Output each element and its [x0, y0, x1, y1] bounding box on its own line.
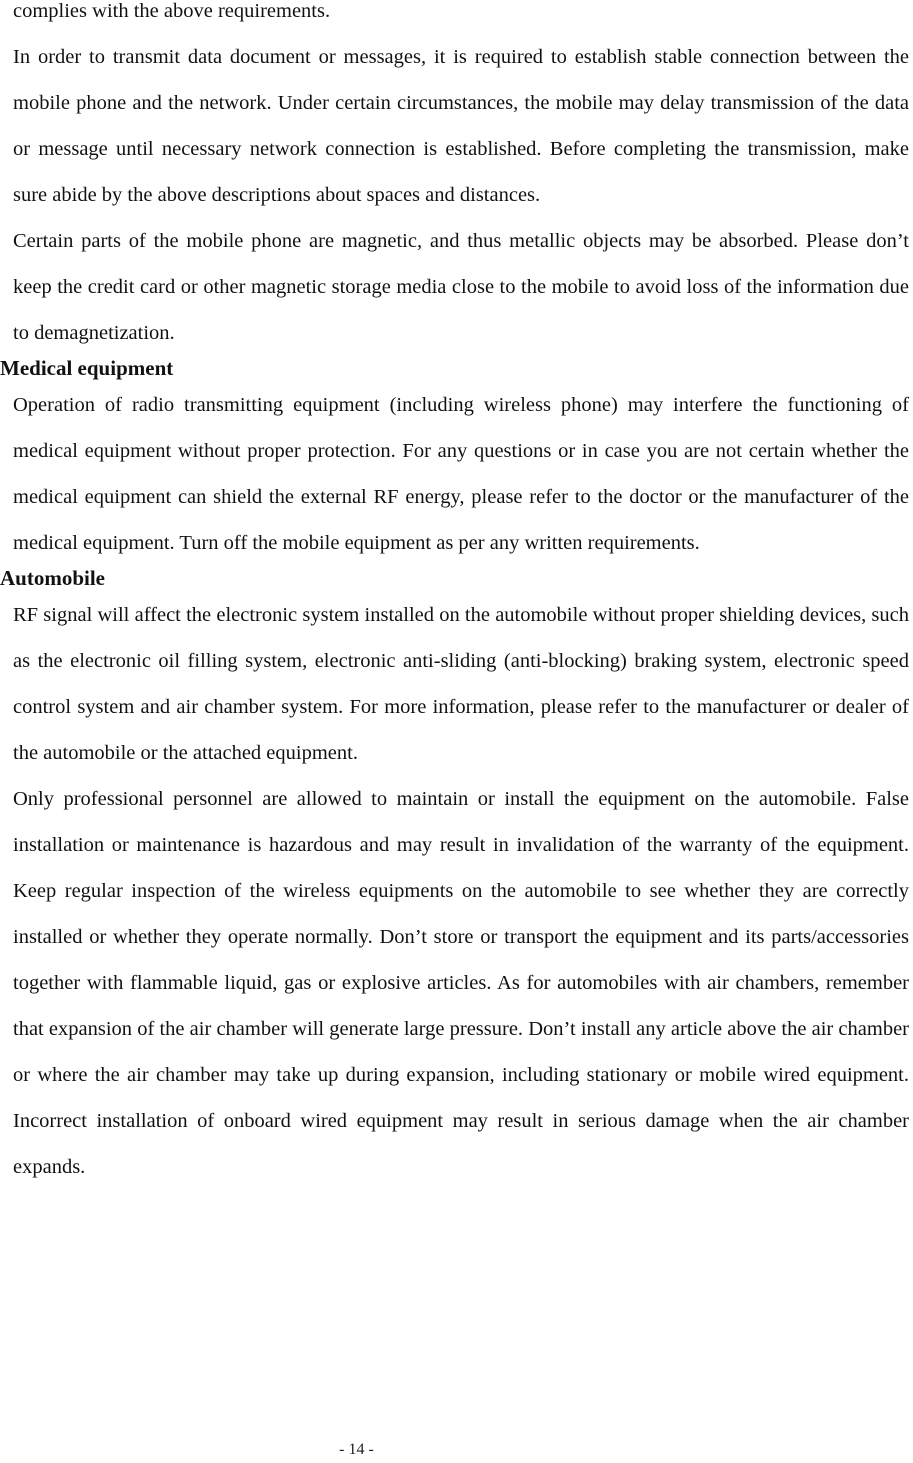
medical-paragraph: Operation of radio transmitting equipment (including wireless phone) may interfere the functioning of medical equipment without proper protection. For any questions or in case you are not certain whether the medical equipment can shield the external RF energy, please refer to the doctor or the manufacturer of the medical equipment. Turn off the mobile equipment as per any written requirements. [13, 394, 909, 554]
intro-paragraph-magnetic-parts: Certain parts of the mobile phone are magnetic, and thus metallic objects may be absorbed. Please don’t keep the credit card or other magnetic storage media close to the mobile to avoid loss of the information due to demagnetization. [13, 230, 909, 344]
section-heading-automobile: Automobile [0, 566, 105, 590]
intro-paragraph-continuation: complies with the above requirements. [13, 0, 331, 22]
page-number: - 14 - [339, 1441, 374, 1458]
automobile-paragraph-installation: Only professional personnel are allowed to maintain or install the equipment on the automobile. False installation or maintenance is hazardous and may result in invalidation of the warranty of the equipment. Keep regular inspection of the wireless equipments on the automobile to see whether they are correctly installed or whether they operate normally. Don’t store or transport the equipment and its parts/accessories together with flammable liquid, gas or explosive articles. As for automobiles with air chambers, remember that expansion of the air chamber will generate large pressure. Don’t install any article above the air chamber or where the air chamber may take up during expansion, including stationary or mobile wired equipment. Incorrect installation of onboard wired equipment may result in serious damage when the air chamber expands. [13, 788, 909, 1178]
section-heading-medical: Medical equipment [0, 356, 174, 380]
automobile-paragraph-rf-signal: RF signal will affect the electronic system installed on the automobile without proper shielding devices, such as the electronic oil filling system, electronic anti-sliding (anti-blocking) braking system, electronic speed control system and air chamber system. For more information, please refer to the manufacturer or dealer of the automobile or the attached equipment. [13, 604, 909, 764]
intro-paragraph-data-transmission: In order to transmit data document or messages, it is required to establish stable connection between the mobile phone and the network. Under certain circumstances, the mobile may delay transmission of the data or message until necessary network connection is established. Before completing the transmission, make sure abide by the above descriptions about spaces and distances. [13, 46, 909, 206]
